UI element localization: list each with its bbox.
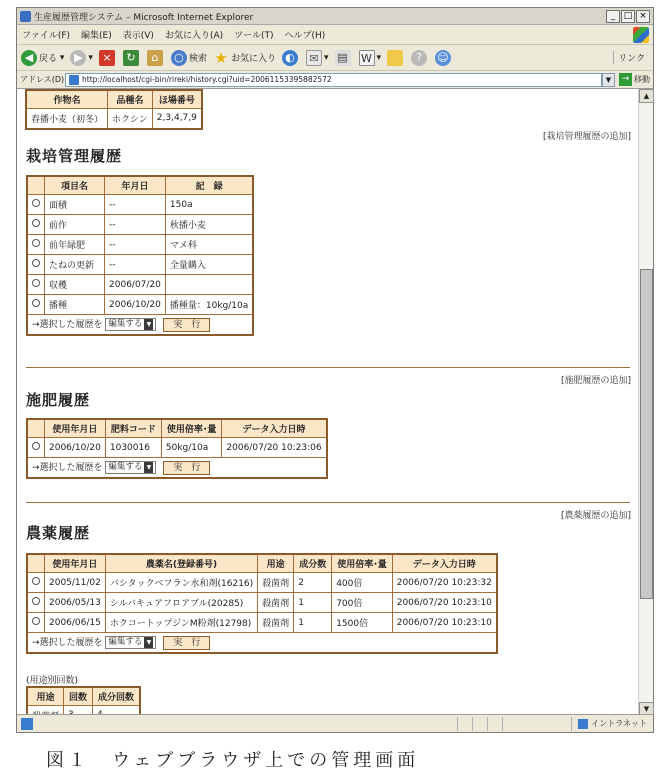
date-header: 年月日 [105, 176, 166, 195]
field-number-cell: 2,3,4,7,9 [152, 109, 202, 129]
favorites-button[interactable]: ★ お気に入り [214, 48, 276, 67]
folder-button[interactable] [387, 50, 405, 66]
page-icon [69, 75, 79, 85]
input-time-cell: 2006/07/20 10:23:32 [392, 573, 497, 593]
table-row [27, 195, 253, 215]
refresh-icon: ↻ [123, 50, 139, 66]
usage-count-header [27, 687, 140, 706]
row-radio[interactable] [27, 235, 45, 255]
links-button[interactable]: リンク [613, 51, 649, 64]
pesticide-name-header: 農薬名(登録番号) [105, 554, 257, 573]
action-cell [27, 633, 497, 653]
crop-name-cell: 春播小麦（初冬） [26, 109, 108, 129]
table-row [27, 593, 497, 613]
date-cell: 2006/10/20 [105, 295, 166, 315]
row-radio[interactable] [27, 255, 45, 275]
research-button[interactable] [411, 50, 429, 66]
record-cell: 播種量：10kg/10a [165, 295, 253, 315]
pesticide-title: 農薬履歴 [26, 524, 91, 542]
section-divider [26, 367, 630, 368]
cultivation-title: 栽培管理履歴 [26, 147, 123, 165]
table-row [27, 438, 327, 458]
date-cell: -- [105, 215, 166, 235]
fertilizer-table [26, 418, 328, 479]
mail-button[interactable]: ✉ ▾ [306, 50, 329, 66]
input-time-cell: 2006/07/20 10:23:10 [392, 613, 497, 633]
menu-bar [17, 25, 653, 45]
row-radio[interactable] [27, 593, 45, 613]
purpose-header: 用途 [27, 687, 64, 706]
address-input[interactable]: http://localhost/cgi-bin/rireki/history.cgi?uid=20061153395882572 [65, 73, 602, 87]
select-header [27, 176, 45, 195]
status-bar [17, 714, 653, 732]
messenger-icon: ☺ [435, 50, 451, 66]
back-arrow-icon: ◀ [21, 50, 37, 66]
search-button[interactable]: ○ 検索 [171, 50, 207, 66]
minimize-button[interactable]: _ [606, 10, 620, 23]
crop-header-cell: 作物名 [26, 90, 108, 109]
cultivation-action-row [27, 315, 253, 335]
date-cell: 2006/07/20 [105, 275, 166, 295]
action-label: →選択した履歴を [32, 638, 103, 648]
research-icon: ? [411, 50, 427, 66]
edit-button[interactable]: W ▾ [359, 50, 382, 66]
item-cell: 播種 [45, 295, 105, 315]
ie-icon [20, 11, 31, 22]
code-header: 肥料コード [105, 419, 161, 438]
action-select[interactable]: 編集する ▼ [105, 636, 156, 649]
date-cell: 2006/10/20 [45, 438, 106, 458]
chevron-down-icon: ▼ [144, 462, 153, 473]
execute-button[interactable]: 実 行 [163, 318, 210, 332]
row-radio[interactable] [27, 195, 45, 215]
variety-cell: ホクシン [108, 109, 153, 129]
item-cell: 前年緑肥 [45, 235, 105, 255]
add-pesticide-link[interactable]: [農薬履歴の追加] [560, 511, 631, 521]
browser-window [16, 7, 654, 733]
input-time-header: データ入力日時 [222, 419, 327, 438]
title-bar [17, 8, 653, 25]
date-cell: 2005/11/02 [45, 573, 106, 593]
table-row [27, 235, 253, 255]
item-cell: 前作 [45, 215, 105, 235]
chevron-down-icon: ▼ [144, 637, 153, 648]
window-title: 生産履歴管理システム – Microsoft Internet Explorer [34, 12, 254, 23]
page-content [17, 89, 639, 716]
purpose-cell: 殺菌剤 [258, 613, 294, 633]
item-cell: 収穫 [45, 275, 105, 295]
action-cell [27, 315, 253, 335]
count-header: 回数 [64, 687, 93, 706]
forward-button[interactable]: ▶ ▾ [70, 50, 93, 66]
row-radio[interactable] [27, 613, 45, 633]
action-select[interactable]: 編集する ▼ [105, 461, 156, 474]
input-time-cell: 2006/07/20 10:23:06 [222, 438, 327, 458]
address-dropdown-button[interactable]: ▼ [602, 73, 615, 87]
record-cell: 秋播小麦 [165, 215, 253, 235]
messenger-button[interactable] [435, 50, 453, 66]
action-label: →選択した履歴を [32, 320, 103, 330]
cultivation-table [26, 175, 254, 336]
date-cell: 2006/05/13 [45, 593, 106, 613]
print-button[interactable] [335, 50, 353, 66]
action-label: →選択した履歴を [32, 463, 103, 473]
menu-view[interactable]: 表示(V) [122, 31, 154, 41]
menu-edit[interactable]: 編集(E) [81, 31, 112, 41]
rate-cell: 1500倍 [332, 613, 393, 633]
component-count-cell: 1 [294, 613, 332, 633]
scroll-down-button[interactable]: ▼ [639, 702, 654, 716]
stop-button[interactable] [99, 50, 117, 66]
chevron-down-icon: ▼ [144, 319, 153, 330]
record-cell: マメ科 [165, 235, 253, 255]
print-icon: ▤ [335, 50, 351, 66]
scroll-thumb[interactable] [640, 269, 653, 599]
action-select[interactable]: 編集する ▼ [105, 318, 156, 331]
fertilizer-header [27, 419, 327, 438]
fertilizer-title: 施肥履歴 [26, 391, 91, 409]
pesticide-action-row [27, 633, 497, 653]
home-icon: ⌂ [147, 50, 163, 66]
row-radio[interactable] [27, 295, 45, 315]
table-row [27, 215, 253, 235]
purpose-cell: 殺菌剤 [258, 573, 294, 593]
select-header [27, 554, 45, 573]
page-status-icon [21, 718, 33, 730]
rate-cell: 50kg/10a [161, 438, 222, 458]
history-button[interactable] [282, 50, 300, 66]
windows-logo-icon [633, 27, 649, 43]
star-icon: ★ [214, 48, 228, 67]
maximize-button[interactable]: □ [621, 10, 635, 23]
row-radio[interactable] [27, 573, 45, 593]
crop-header-cell: ほ場番号 [152, 90, 202, 109]
select-header [27, 419, 45, 438]
menu-favorites[interactable]: お気に入り(A) [164, 31, 224, 41]
cultivation-header [27, 176, 253, 195]
rate-cell: 700倍 [332, 593, 393, 613]
vertical-scrollbar[interactable] [638, 89, 653, 716]
table-row [26, 109, 202, 129]
record-cell: 150a [165, 195, 253, 215]
mail-icon: ✉ [306, 50, 322, 66]
home-button[interactable] [147, 50, 165, 66]
item-header: 項目名 [45, 176, 105, 195]
purpose-cell: 殺菌剤 [258, 593, 294, 613]
component-count-header: 成分回数 [93, 687, 141, 706]
execute-button[interactable]: 実 行 [163, 461, 210, 475]
history-icon: ◐ [282, 50, 298, 66]
date-cell: -- [105, 235, 166, 255]
crop-header-cell: 品種名 [108, 90, 153, 109]
menu-tools[interactable]: ツール(T) [234, 31, 274, 41]
section-divider [26, 502, 630, 503]
figure-caption: 図１ ウェブブラウザ上での管理画面 [46, 750, 420, 771]
item-cell: 面積 [45, 195, 105, 215]
document-icon: W [359, 50, 375, 66]
rate-cell: 400倍 [332, 573, 393, 593]
record-cell [165, 275, 253, 295]
pesticide-name-cell: バシタックベフラン水和剤(16216) [105, 573, 257, 593]
rate-header: 使用倍率･量 [161, 419, 222, 438]
back-button[interactable]: ◀ 戻る ▾ [21, 50, 64, 66]
pesticide-name-cell: ホクコートップジンM粉剤(12798) [105, 613, 257, 633]
record-header: 記 録 [165, 176, 253, 195]
record-cell: 全量購入 [165, 255, 253, 275]
pesticide-name-cell: シルバキュアフロアブル(20285) [105, 593, 257, 613]
menu-help[interactable]: ヘルプ(H) [284, 31, 326, 41]
row-radio[interactable] [27, 215, 45, 235]
item-cell: たねの更新 [45, 255, 105, 275]
date-cell: -- [105, 255, 166, 275]
usage-count-caption: (用途別回数) [26, 676, 79, 686]
input-time-cell: 2006/07/20 10:23:10 [392, 593, 497, 613]
component-count-cell: 1 [294, 593, 332, 613]
table-row [27, 255, 253, 275]
crop-table [25, 89, 203, 130]
address-bar [17, 71, 653, 89]
rate-header: 使用倍率･量 [332, 554, 393, 573]
table-row [27, 573, 497, 593]
close-button[interactable]: × [636, 10, 650, 23]
go-button[interactable]: → 移動 [619, 73, 650, 86]
intranet-icon [578, 719, 588, 729]
toolbar [17, 45, 653, 71]
pesticide-table [26, 553, 498, 654]
security-zone: イントラネット [571, 717, 653, 731]
row-radio[interactable] [27, 438, 45, 458]
code-cell: 1030016 [105, 438, 161, 458]
action-cell [27, 458, 327, 478]
forward-arrow-icon: ▶ [70, 50, 86, 66]
fertilizer-action-row [27, 458, 327, 478]
add-cultivation-link[interactable]: [栽培管理履歴の追加] [542, 132, 631, 142]
input-time-header: データ入力日時 [392, 554, 497, 573]
scroll-up-button[interactable]: ▲ [639, 89, 654, 103]
folder-icon [387, 50, 403, 66]
stop-icon: × [99, 50, 115, 66]
date-header: 使用年月日 [45, 554, 106, 573]
address-label: アドレス(D) [20, 75, 65, 84]
table-row [27, 275, 253, 295]
crop-table-header [26, 90, 202, 109]
execute-button[interactable]: 実 行 [163, 636, 210, 650]
search-icon: ○ [171, 50, 187, 66]
table-row [27, 295, 253, 315]
add-fertilizer-link[interactable]: [施肥履歴の追加] [560, 376, 631, 386]
menu-file[interactable]: ファイル(F) [22, 31, 71, 41]
row-radio[interactable] [27, 275, 45, 295]
purpose-header: 用途 [258, 554, 294, 573]
go-arrow-icon: → [619, 73, 632, 86]
table-row [27, 613, 497, 633]
date-header: 使用年月日 [45, 419, 106, 438]
date-cell: 2006/06/15 [45, 613, 106, 633]
component-count-cell: 2 [294, 573, 332, 593]
date-cell: -- [105, 195, 166, 215]
pesticide-header [27, 554, 497, 573]
refresh-button[interactable] [123, 50, 141, 66]
component-count-header: 成分数 [294, 554, 332, 573]
